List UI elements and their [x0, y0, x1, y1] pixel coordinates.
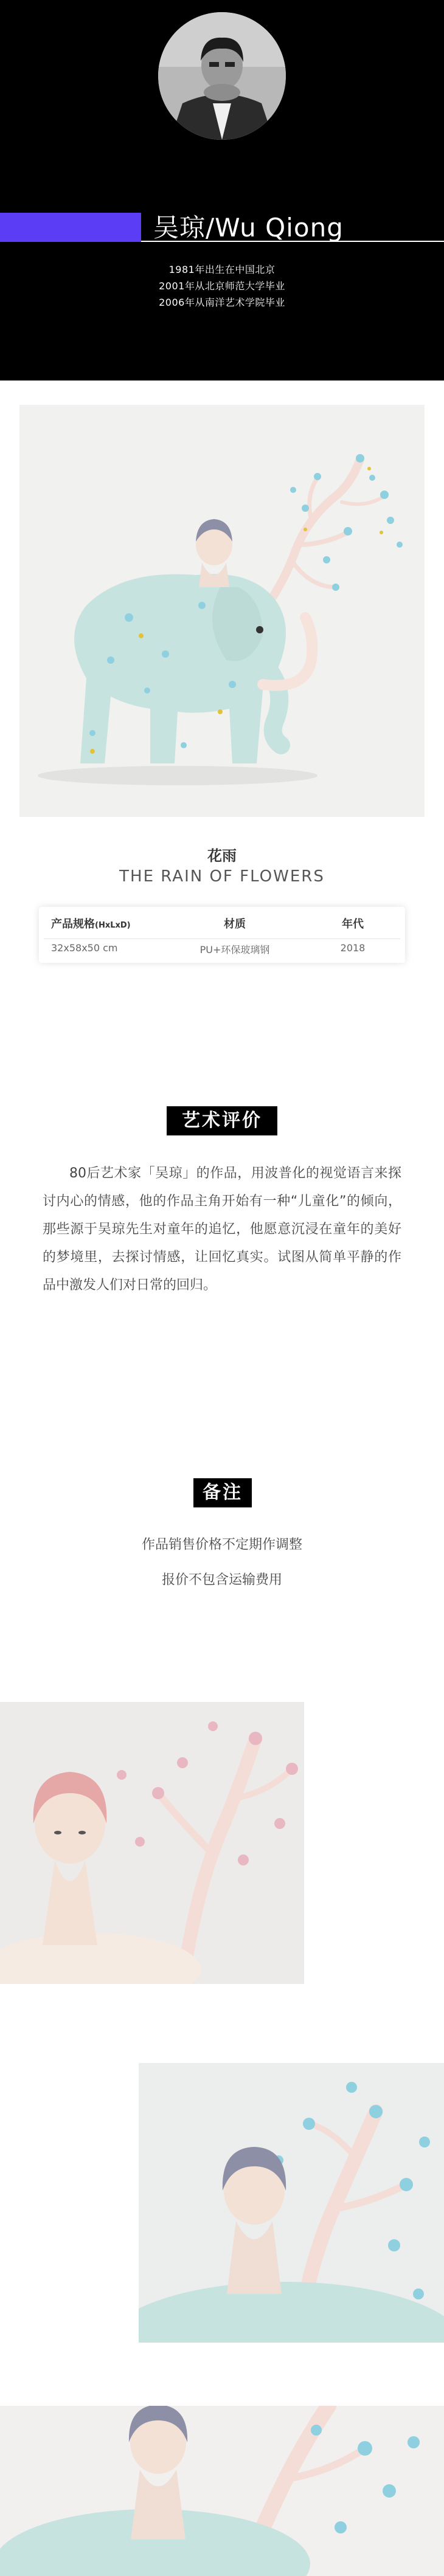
- spec-year-value: 2018: [340, 942, 366, 954]
- spec-material-label: 材质: [224, 918, 246, 931]
- bio-line: 2006年从南洋艺术学院毕业: [159, 297, 285, 308]
- detail-photo-bottom: [0, 2406, 444, 2576]
- artist-bio: [0, 261, 444, 311]
- artist-name: 吴琼/Wu Qiong: [153, 213, 344, 243]
- spec-year: [316, 915, 389, 954]
- critique-text: 80后艺术家「吴琼」的作品，用波普化的视觉语言来探讨内心的情感，他的作品主角开始有一种“儿童化”的倾向，那些源于吴琼先生对童年的追忆，他愿意沉浸在童年的美好的梦境里，去探讨情感，让回忆真实。试图从简单平静的作品中激发人们对日常的回归。: [43, 1166, 401, 1293]
- bio-line: 1981年出生在中国北京: [168, 264, 276, 275]
- detail-photo-pink: [0, 1702, 304, 1984]
- artist-avatar: [158, 12, 286, 140]
- spec-year-label: 年代: [342, 918, 364, 931]
- product-title-en: THE RAIN OF FLOWERS: [119, 867, 325, 886]
- critique-heading: 艺术评价: [167, 1106, 277, 1135]
- bio-line: 2001年从北京师范大学毕业: [159, 280, 285, 292]
- note-line: 作品销售价格不定期作调整: [141, 1537, 302, 1552]
- product-photo: [19, 405, 425, 817]
- detail-photo-blue: [139, 2063, 444, 2343]
- product-specs-table: [39, 907, 405, 963]
- product-title-cn: 花雨: [207, 847, 237, 864]
- spec-material-value: PU+环保玻璃钢: [199, 944, 270, 956]
- name-accent-bar: [0, 213, 141, 242]
- notes-heading: 备注: [193, 1478, 252, 1507]
- note-line: 报价不包含运输费用: [161, 1572, 282, 1588]
- spec-material: [198, 915, 271, 956]
- spec-size-value: 32x58x50 cm: [51, 942, 118, 954]
- spec-size-label: 产品规格(HxLxD): [51, 918, 131, 931]
- spec-size: [51, 915, 131, 954]
